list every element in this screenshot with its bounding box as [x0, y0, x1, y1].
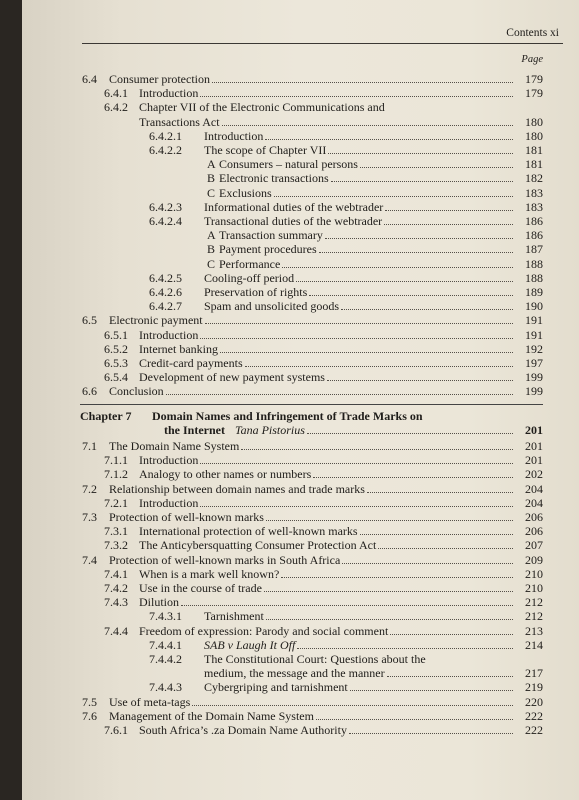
entry-number: 7.3.2	[104, 538, 128, 553]
entry-title: Introduction	[204, 128, 264, 143]
entry-title: Management of the Domain Name System	[109, 708, 314, 723]
dot-leader	[265, 129, 513, 140]
entry-number: 6.5.1	[104, 327, 128, 342]
dot-leader	[307, 423, 513, 434]
entry-page-number: 197	[525, 356, 543, 370]
dot-leader	[220, 342, 513, 353]
entry-title: Informational duties of the webtrader	[204, 199, 384, 214]
dot-leader	[205, 313, 513, 324]
entry-title: Use of meta-tags	[109, 694, 191, 709]
entry-number: 7.2.1	[104, 495, 128, 510]
entry-number: 6.5	[82, 313, 97, 328]
entry-page-number: 187	[525, 242, 543, 257]
toc-entry	[22, 567, 579, 581]
entry-title: Cybergriping and tarnishment	[204, 680, 348, 695]
entry-page-number: 191	[525, 327, 543, 342]
dot-leader	[222, 115, 513, 126]
toc-entry	[22, 581, 579, 595]
entry-page-number: 181	[525, 143, 543, 157]
dot-leader	[212, 72, 513, 83]
toc-entry	[22, 709, 579, 723]
dot-leader	[384, 214, 513, 225]
entry-title: Payment procedures	[219, 242, 317, 257]
toc-entry	[22, 384, 579, 398]
toc-entry	[22, 143, 579, 157]
entry-number: 6.5.4	[104, 370, 128, 385]
entry-number: 6.4.2.5	[149, 270, 182, 285]
entry-page-number: 206	[525, 524, 543, 539]
entry-number: Chapter 7	[80, 408, 132, 423]
entry-page-number: 186	[525, 214, 543, 228]
entry-title: Chapter VII of the Electronic Communications and	[139, 100, 385, 115]
entry-title: Development of new payment systems	[139, 370, 325, 385]
dot-leader	[331, 171, 513, 182]
entry-title: The scope of Chapter VII	[204, 143, 327, 157]
dot-leader	[200, 453, 513, 464]
entry-title: When is a mark well known?	[139, 566, 280, 581]
entry-title: Analogy to other names or numbers	[139, 467, 312, 482]
header-text: Contents xi	[506, 27, 559, 39]
entry-number: A	[207, 157, 216, 172]
entry-title: Transactional duties of the webtrader	[204, 214, 383, 228]
toc-entry	[22, 200, 579, 214]
toc-entry	[22, 638, 579, 652]
entry-title: Dilution	[139, 595, 180, 610]
entry-number: 7.4.3	[104, 595, 128, 610]
entry-page-number: 204	[525, 481, 543, 496]
entry-page-number: 180	[525, 128, 543, 143]
toc-entry	[22, 482, 579, 496]
dot-leader	[387, 666, 513, 677]
entry-page-number: 201	[525, 439, 543, 453]
toc-entry	[22, 538, 579, 552]
dot-leader	[325, 228, 513, 239]
entry-title: Introduction	[139, 453, 199, 468]
entry-page-number: 199	[525, 370, 543, 385]
toc-entry	[22, 680, 579, 694]
toc-entry	[22, 313, 579, 327]
entry-title: Tarnishment	[204, 609, 264, 624]
entry-number: 7.4.4	[104, 623, 128, 638]
entry-page-number: 183	[525, 185, 543, 200]
chapter-rule	[80, 404, 543, 405]
entry-title: The Constitutional Court: Questions about the	[204, 652, 426, 666]
entry-page-number: 189	[525, 285, 543, 299]
toc-entry	[22, 370, 579, 384]
dot-leader	[341, 299, 513, 310]
entry-page-number: 220	[525, 694, 543, 709]
entry-number: C	[207, 256, 216, 271]
entry-number: 6.5.3	[104, 356, 128, 370]
entry-title: Introduction	[139, 86, 199, 101]
entry-title: Transaction summary	[219, 228, 323, 243]
entry-title: Domain Names and Infringement of Trade Marks on	[152, 408, 423, 423]
entry-title: Relationship between domain names and trade marks	[109, 481, 365, 496]
dot-leader	[200, 496, 513, 507]
entry-page-number: 214	[525, 637, 543, 652]
entry-title: Electronic transactions	[219, 171, 329, 186]
entry-number: 6.4.1	[104, 86, 128, 101]
book-page	[22, 0, 579, 800]
entry-page-number: 217	[525, 666, 543, 681]
entry-page-number: 222	[525, 723, 543, 737]
toc-entry	[22, 214, 579, 228]
toc-entry	[22, 299, 579, 313]
entry-page-number: 192	[525, 341, 543, 356]
dot-leader	[264, 581, 513, 592]
dot-leader	[367, 482, 513, 493]
dot-leader	[241, 439, 513, 450]
entry-page-number: 204	[525, 495, 543, 510]
entry-title: Electronic payment	[109, 313, 203, 328]
running-header	[82, 25, 563, 44]
toc-entry	[22, 453, 579, 467]
entry-page-number: 210	[525, 566, 543, 581]
toc-entry	[22, 186, 579, 200]
toc-entry	[22, 496, 579, 510]
dot-leader	[350, 680, 513, 691]
toc-entry	[22, 271, 579, 285]
entry-number: 7.3	[82, 510, 97, 524]
entry-number: 7.4.3.1	[149, 609, 182, 624]
entry-number: 7.4.1	[104, 566, 128, 581]
toc-entry	[22, 171, 579, 185]
entry-page-number: 212	[525, 609, 543, 624]
entry-title-continued: the Internet	[164, 422, 225, 437]
entry-title: Introduction	[139, 495, 199, 510]
dot-leader	[360, 524, 513, 535]
entry-page-number: 209	[525, 552, 543, 567]
entry-number: 7.1	[82, 439, 97, 453]
toc-entry	[22, 652, 579, 680]
entry-page-number: 202	[525, 467, 543, 482]
entry-number: 6.4.2	[104, 100, 128, 115]
entry-number: 6.4.2.3	[149, 199, 182, 214]
entry-page-number: 222	[525, 708, 543, 723]
dot-leader	[296, 271, 513, 282]
toc-entry	[22, 342, 579, 356]
entry-number: 7.6	[82, 708, 97, 723]
entry-number: 6.4.2.2	[149, 143, 182, 157]
entry-title: Spam and unsolicited goods	[204, 299, 339, 314]
entry-page-number: 179	[525, 86, 543, 101]
toc-entry	[22, 356, 579, 370]
entry-number: C	[207, 185, 216, 200]
entry-number: 6.6	[82, 384, 97, 399]
dot-leader	[327, 370, 513, 381]
dot-leader	[316, 709, 513, 720]
entry-title: Consumers – natural persons	[219, 157, 358, 172]
toc-entry	[22, 524, 579, 538]
toc-entry	[22, 328, 579, 342]
entry-title: International protection of well-known marks	[139, 524, 358, 539]
entry-title: Credit-card payments	[139, 356, 243, 370]
entry-number: 6.4.2.6	[149, 285, 182, 299]
entry-number: 7.5	[82, 694, 97, 709]
toc-entry	[22, 624, 579, 638]
entry-title: The Domain Name System	[109, 439, 240, 453]
dot-leader	[385, 200, 513, 211]
entry-page-number: 191	[525, 313, 543, 328]
dot-leader	[378, 538, 513, 549]
dot-leader	[200, 328, 513, 339]
entry-title-continued: medium, the message and the manner	[204, 666, 385, 681]
entry-number: 6.5.2	[104, 341, 128, 356]
entry-page-number: 183	[525, 199, 543, 214]
toc-entry	[22, 723, 579, 737]
toc-entry	[22, 285, 579, 299]
entry-number: 7.4.2	[104, 581, 128, 595]
entry-page-number: 199	[525, 384, 543, 399]
entry-number: 6.4.2.1	[149, 128, 182, 143]
toc-entry	[22, 439, 579, 453]
toc-entry	[22, 228, 579, 242]
entry-number: 7.1.2	[104, 467, 128, 482]
toc-entry	[22, 595, 579, 609]
dot-leader	[342, 553, 513, 564]
dot-leader	[245, 356, 513, 367]
entry-page-number: 201	[525, 422, 543, 437]
entry-title: Protection of well-known marks	[109, 510, 264, 524]
dot-leader	[282, 257, 513, 268]
dot-leader	[274, 186, 513, 197]
dot-leader	[328, 143, 513, 154]
entry-number: B	[207, 242, 216, 257]
toc-entry	[22, 609, 579, 623]
entry-title: Cooling-off period	[204, 270, 295, 285]
entry-title: Exclusions	[219, 185, 272, 200]
dot-leader	[390, 624, 513, 635]
dot-leader	[200, 86, 513, 97]
entry-number: A	[207, 228, 216, 243]
entry-title: Use in the course of trade	[139, 581, 262, 595]
dot-leader	[181, 595, 513, 606]
toc-entry	[22, 409, 579, 437]
toc-entry	[22, 553, 579, 567]
page-column-label: Page	[521, 54, 543, 65]
toc-entry	[22, 72, 579, 86]
entry-page-number: 181	[525, 157, 543, 172]
entry-page-number: 213	[525, 623, 543, 638]
entry-title: The Anticybersquatting Consumer Protection Act	[139, 538, 377, 553]
entry-number: 7.3.1	[104, 524, 128, 539]
entry-author: Tana Pistorius	[235, 422, 305, 437]
entry-page-number: 210	[525, 581, 543, 595]
entry-title: Internet banking	[139, 341, 218, 356]
dot-leader	[313, 467, 513, 478]
entry-title: Preservation of rights	[204, 285, 308, 299]
entry-page-number: 179	[525, 72, 543, 86]
entry-number: B	[207, 171, 216, 186]
entry-title: Protection of well-known marks in South Africa	[109, 552, 341, 567]
toc-entry	[22, 467, 579, 481]
toc-entry	[22, 242, 579, 256]
entry-number: 7.4.4.3	[149, 680, 182, 695]
entry-page-number: 219	[525, 680, 543, 695]
entry-title: Freedom of expression: Parody and social comment	[139, 623, 389, 638]
entry-number: 6.4.2.7	[149, 299, 182, 314]
dot-leader	[319, 242, 513, 253]
entry-title: Performance	[219, 256, 281, 271]
entry-page-number: 188	[525, 270, 543, 285]
entry-page-number: 206	[525, 510, 543, 524]
toc-entry	[22, 157, 579, 171]
dot-leader	[166, 384, 513, 395]
entry-title: Conclusion	[109, 384, 164, 399]
toc-entry	[22, 257, 579, 271]
entry-number: 6.4.2.4	[149, 214, 182, 228]
entry-title: South Africa’s .za Domain Name Authority	[139, 723, 347, 737]
toc-entry	[22, 129, 579, 143]
entry-page-number: 190	[525, 299, 543, 314]
entry-number: 7.4.4.1	[149, 637, 182, 652]
toc-entry	[22, 100, 579, 128]
entry-page-number: 182	[525, 171, 543, 186]
entry-page-number: 212	[525, 595, 543, 610]
entry-number: 7.6.1	[104, 723, 128, 737]
dot-leader	[281, 567, 513, 578]
entry-title-continued: Transactions Act	[139, 114, 220, 129]
entry-number: 7.1.1	[104, 453, 128, 468]
entry-page-number: 186	[525, 228, 543, 243]
entry-title: Introduction	[139, 327, 199, 342]
dot-leader	[192, 695, 513, 706]
entry-title: SAB v Laugh It Off	[204, 637, 296, 652]
entry-number: 7.2	[82, 481, 97, 496]
toc-entry	[22, 510, 579, 524]
dot-leader	[297, 638, 513, 649]
dot-leader	[360, 157, 513, 168]
dot-leader	[349, 723, 513, 734]
entry-number: 7.4.4.2	[149, 652, 182, 666]
toc-entry	[22, 86, 579, 100]
entry-page-number: 188	[525, 256, 543, 271]
toc-entry	[22, 695, 579, 709]
entry-number: 6.4	[82, 72, 97, 86]
dot-leader	[266, 510, 513, 521]
dot-leader	[266, 609, 513, 620]
entry-page-number: 201	[525, 453, 543, 468]
entry-page-number: 180	[525, 114, 543, 129]
entry-title: Consumer protection	[109, 72, 210, 86]
entry-number: 7.4	[82, 552, 97, 567]
entry-page-number: 207	[525, 538, 543, 553]
dot-leader	[309, 285, 513, 296]
